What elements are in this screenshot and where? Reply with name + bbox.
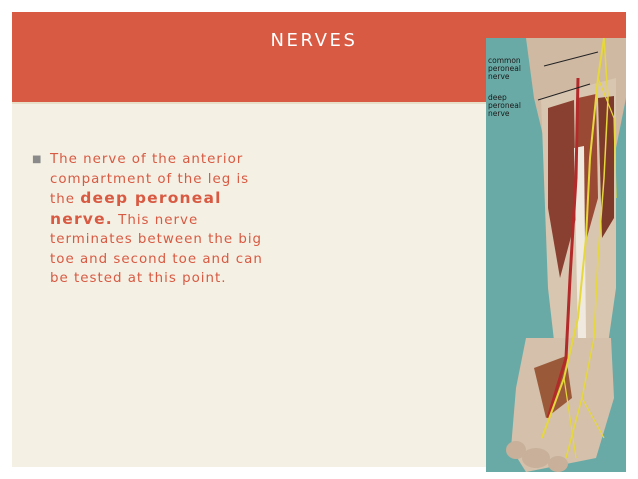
paragraph-text (50, 150, 264, 289)
body-suffix: This nerve terminates between the big toe and second toe and can be tested at this point. (50, 212, 263, 286)
label-common: common peroneal nerve (488, 56, 521, 81)
toe (522, 448, 550, 468)
bullet-paragraph (32, 150, 264, 289)
square-bullet-icon: ■ (32, 154, 43, 165)
body-prefix: The nerve of the anterior compartment of the leg is the (50, 152, 250, 207)
slide-title: NERVES (270, 30, 358, 51)
label-deep: deep peroneal nerve (488, 93, 521, 118)
toe (506, 441, 526, 459)
toe (548, 456, 568, 472)
leg-anatomy-image (486, 38, 626, 472)
leg-anatomy-illustration (486, 38, 626, 472)
highlight-term: deep peroneal nerve. (50, 189, 222, 228)
